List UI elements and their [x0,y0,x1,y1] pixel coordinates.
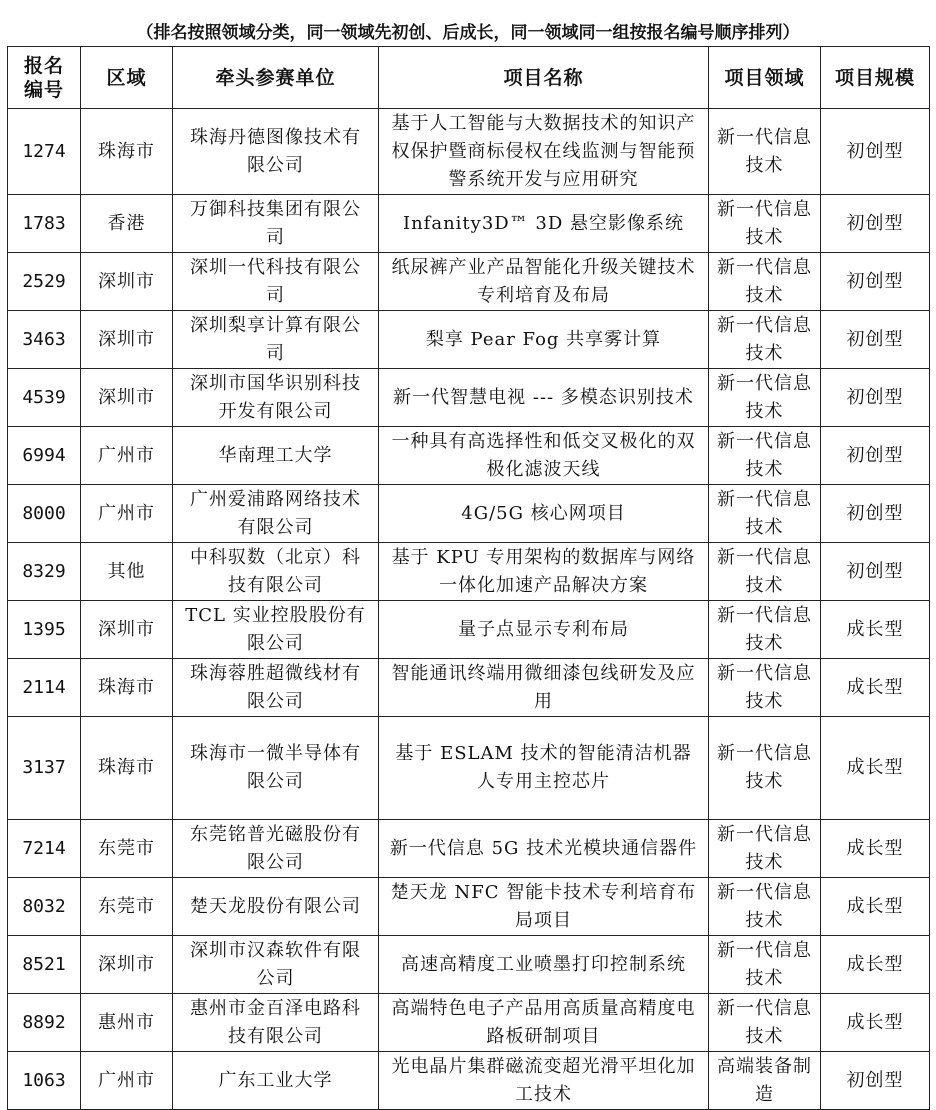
table-row [8,936,930,994]
cell-org: 广东工业大学 [173,1052,379,1110]
cell-scale: 成长型 [821,936,930,994]
cell-no: 1783 [8,195,81,253]
cell-field: 新一代信息技术 [709,659,821,717]
cell-field: 新一代信息技术 [709,427,821,485]
cell-org: 珠海丹德图像技术有限公司 [173,109,379,195]
cell-project: 基于 KPU 专用架构的数据库与网络一体化加速产品解决方案 [379,543,709,601]
col-header-org: 牵头参赛单位 [173,47,379,109]
cell-field: 新一代信息技术 [709,485,821,543]
cell-scale: 成长型 [821,820,930,878]
cell-project: 楚天龙 NFC 智能卡技术专利培育布局项目 [379,878,709,936]
cell-org: 珠海市一微半导体有限公司 [173,717,379,820]
table-row [8,543,930,601]
cell-no: 1395 [8,601,81,659]
table-row [8,253,930,311]
cell-project: 新一代智慧电视 --- 多模态识别技术 [379,369,709,427]
cell-org: 楚天龙股份有限公司 [173,878,379,936]
cell-region: 东莞市 [81,878,173,936]
table-row [8,427,930,485]
cell-org: 惠州市金百泽电路科技有限公司 [173,994,379,1052]
cell-region: 广州市 [81,427,173,485]
cell-scale: 初创型 [821,195,930,253]
cell-org: 珠海蓉胜超微线材有限公司 [173,659,379,717]
cell-org: 深圳一代科技有限公司 [173,253,379,311]
cell-region: 深圳市 [81,253,173,311]
cell-no: 7214 [8,820,81,878]
cell-region: 深圳市 [81,936,173,994]
cell-scale: 成长型 [821,994,930,1052]
cell-region: 广州市 [81,485,173,543]
cell-scale: 成长型 [821,601,930,659]
cell-field: 高端装备制造 [709,1052,821,1110]
table-row [8,195,930,253]
cell-project: 基于人工智能与大数据技术的知识产权保护暨商标侵权在线监测与智能预警系统开发与应用研究 [379,109,709,195]
cell-org: 深圳梨享计算有限公司 [173,311,379,369]
cell-field: 新一代信息技术 [709,717,821,820]
cell-field: 新一代信息技术 [709,253,821,311]
table-row [8,109,930,195]
cell-scale: 成长型 [821,878,930,936]
cell-no: 1274 [8,109,81,195]
table-row [8,659,930,717]
cell-no: 4539 [8,369,81,427]
cell-project: 量子点显示专利布局 [379,601,709,659]
ranking-note: （排名按照领域分类，同一领域先初创、后成长，同一领域同一组按报名编号顺序排列） [136,23,800,43]
cell-scale: 初创型 [821,427,930,485]
cell-region: 香港 [81,195,173,253]
cell-no: 8521 [8,936,81,994]
cell-org: 东莞铭普光磁股份有限公司 [173,820,379,878]
cell-region: 其他 [81,543,173,601]
col-header-region: 区域 [81,47,173,109]
cell-region: 珠海市 [81,109,173,195]
cell-project: 梨享 Pear Fog 共享雾计算 [379,311,709,369]
cell-scale: 成长型 [821,717,930,820]
table-row [8,820,930,878]
cell-project: 一种具有高选择性和低交叉极化的双极化滤波天线 [379,427,709,485]
cell-project: Infanity3D™ 3D 悬空影像系统 [379,195,709,253]
cell-org: TCL 实业控股股份有限公司 [173,601,379,659]
cell-scale: 初创型 [821,485,930,543]
cell-project: 光电晶片集群磁流变超光滑平坦化加工技术 [379,1052,709,1110]
cell-no: 8892 [8,994,81,1052]
cell-project: 新一代信息 5G 技术光模块通信器件 [379,820,709,878]
cell-scale: 初创型 [821,1052,930,1110]
cell-org: 深圳市国华识别科技开发有限公司 [173,369,379,427]
cell-no: 6994 [8,427,81,485]
cell-region: 珠海市 [81,659,173,717]
cell-project: 高端特色电子产品用高质量高精度电路板研制项目 [379,994,709,1052]
cell-scale: 初创型 [821,311,930,369]
table-row [8,1052,930,1110]
cell-region: 深圳市 [81,369,173,427]
table-row [8,994,930,1052]
cell-org: 广州爱浦路网络技术有限公司 [173,485,379,543]
cell-no: 3463 [8,311,81,369]
cell-scale: 成长型 [821,659,930,717]
table-row [8,601,930,659]
cell-region: 惠州市 [81,994,173,1052]
cell-scale: 初创型 [821,543,930,601]
cell-no: 8329 [8,543,81,601]
cell-region: 深圳市 [81,601,173,659]
cell-region: 东莞市 [81,820,173,878]
cell-field: 新一代信息技术 [709,109,821,195]
cell-org: 华南理工大学 [173,427,379,485]
results-table [7,46,930,1110]
cell-field: 新一代信息技术 [709,195,821,253]
cell-project: 纸尿裤产业产品智能化升级关键技术专利培育及布局 [379,253,709,311]
cell-field: 新一代信息技术 [709,936,821,994]
table-row [8,311,930,369]
cell-project: 智能通讯终端用微细漆包线研发及应用 [379,659,709,717]
cell-scale: 初创型 [821,369,930,427]
cell-field: 新一代信息技术 [709,878,821,936]
cell-scale: 初创型 [821,109,930,195]
cell-region: 珠海市 [81,717,173,820]
cell-no: 3137 [8,717,81,820]
cell-org: 万御科技集团有限公司 [173,195,379,253]
table-row [8,369,930,427]
cell-org: 深圳市汉森软件有限公司 [173,936,379,994]
cell-region: 深圳市 [81,311,173,369]
table-row [8,485,930,543]
cell-no: 2114 [8,659,81,717]
col-header-project: 项目名称 [379,47,709,109]
col-header-scale: 项目规模 [821,47,930,109]
cell-project: 基于 ESLAM 技术的智能清洁机器人专用主控芯片 [379,717,709,820]
cell-no: 8032 [8,878,81,936]
cell-no: 8000 [8,485,81,543]
cell-no: 1063 [8,1052,81,1110]
table-header-row [8,47,930,109]
cell-field: 新一代信息技术 [709,994,821,1052]
cell-project: 高速高精度工业喷墨打印控制系统 [379,936,709,994]
cell-org: 中科驭数（北京）科技有限公司 [173,543,379,601]
cell-region: 广州市 [81,1052,173,1110]
table-row [8,878,930,936]
table-row [8,717,930,820]
cell-field: 新一代信息技术 [709,369,821,427]
cell-scale: 初创型 [821,253,930,311]
cell-field: 新一代信息技术 [709,311,821,369]
col-header-no: 报名 编号 [8,47,81,109]
cell-field: 新一代信息技术 [709,820,821,878]
cell-no: 2529 [8,253,81,311]
cell-project: 4G/5G 核心网项目 [379,485,709,543]
cell-field: 新一代信息技术 [709,543,821,601]
cell-field: 新一代信息技术 [709,601,821,659]
col-header-field: 项目领域 [709,47,821,109]
